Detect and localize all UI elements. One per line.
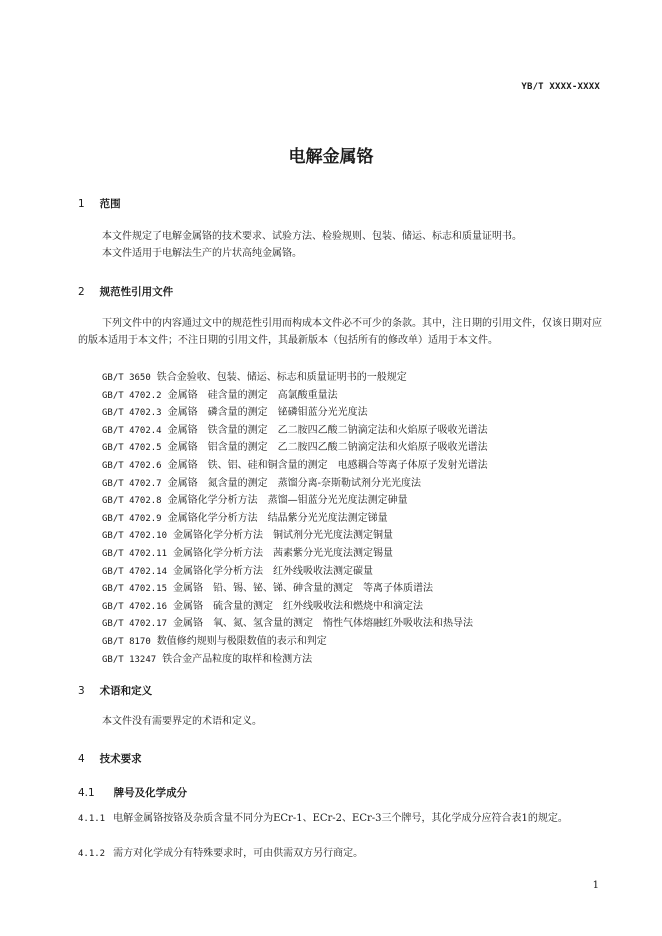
scope-paragraph-2: 本文件适用于电解法生产的片状高纯金属铬。	[102, 248, 302, 259]
reference-code: GB/T 4702.11	[102, 548, 168, 559]
reference-title: 数值修约规则与极限数值的表示和判定	[156, 635, 327, 647]
reference-title: 铁合金验收、包装、储运、标志和质量证明书的一般规定	[156, 372, 407, 383]
clause-number: 4.1.1	[78, 814, 106, 824]
section-1-heading	[78, 196, 121, 211]
section-4-heading	[78, 751, 142, 766]
reference-item	[102, 475, 602, 493]
reference-code: GB/T 4702.16	[102, 601, 168, 612]
reference-title: 金属铬化学分析方法 红外线吸收法测定碳量	[173, 565, 374, 577]
reference-item	[102, 651, 602, 669]
reference-code: GB/T 3650	[102, 373, 151, 383]
section-number: 3	[78, 685, 85, 697]
scope-paragraph-1: 本文件规定了电解金属铬的技术要求、试验方法、检验规则、包装、储运、标志和质量证明书。	[102, 231, 522, 242]
section-title: 术语和定义	[99, 685, 153, 697]
subsection-number: 4.1	[78, 787, 95, 799]
reference-item	[102, 580, 602, 598]
document-code: YB/T XXXX-XXXX	[521, 82, 600, 92]
page-number: 1	[592, 880, 599, 891]
reference-code: GB/T 4702.17	[102, 619, 168, 630]
clause-text: 电解金属铬按铬及杂质含量不同分为ECr-1、ECr-2、ECr-3三个牌号，其化学成分应符合表1的规定。	[113, 813, 568, 824]
reference-item	[102, 369, 602, 387]
reference-item	[102, 545, 602, 563]
reference-code: GB/T 8170	[102, 636, 151, 647]
section-number: 4	[78, 753, 85, 765]
normative-intro: 下列文件中的内容通过文中的规范性引用而构成本文件必不可少的条款。其中，注日期的引用文件，仅该日期对应的版本适用于本文件；不注日期的引用文件，其最新版本（包括所有的修改单）适用于本文件。	[78, 318, 602, 346]
reference-title: 金属铬化学分析方法 铜试剂分光光度法测定铜量	[173, 530, 394, 542]
reference-item	[102, 404, 602, 422]
section-title: 技术要求	[99, 753, 142, 765]
reference-title: 金属铬 硅含量的测定 高氯酸重量法	[167, 389, 338, 401]
reference-title: 金属铬 铁、铝、硅和铜含量的测定 电感耦合等离子体原子发射光谱法	[167, 459, 488, 471]
section-number: 1	[78, 198, 85, 210]
reference-item	[102, 457, 602, 475]
reference-item	[102, 598, 602, 616]
reference-item	[102, 527, 602, 545]
reference-code: GB/T 4702.2	[102, 390, 162, 401]
reference-title: 金属铬 氮含量的测定 蒸馏分离-奈斯勒试剂分光光度法	[167, 477, 421, 489]
reference-code: GB/T 4702.15	[102, 584, 168, 595]
reference-title: 金属铬化学分析方法 蒸馏—钼蓝分光光度法测定砷量	[167, 495, 408, 507]
reference-code: GB/T 4702.7	[102, 478, 162, 489]
reference-title: 铁合金产品粒度的取样和检测方法	[162, 653, 313, 665]
section-title: 规范性引用文件	[99, 286, 174, 298]
clause-4-1-1	[78, 810, 602, 828]
reference-title: 金属铬化学分析方法 结晶紫分光光度法测定锑量	[167, 512, 388, 524]
reference-item	[102, 492, 602, 510]
reference-code: GB/T 4702.5	[102, 443, 162, 454]
reference-title: 金属铬 铝含量的测定 乙二胺四乙酸二钠滴定法和火焰原子吸收光谱法	[167, 442, 488, 454]
clause-4-1-2	[78, 845, 602, 863]
section-3-heading	[78, 683, 152, 698]
subsection-4-1-heading	[78, 785, 187, 800]
reference-item	[102, 615, 602, 633]
reference-title: 金属铬 铁含量的测定 乙二胺四乙酸二钠滴定法和火焰原子吸收光谱法	[167, 424, 488, 436]
reference-title: 金属铬 磷含量的测定 铋磷钼蓝分光光度法	[167, 407, 368, 419]
section-number: 2	[78, 286, 85, 298]
reference-code: GB/T 4702.10	[102, 531, 168, 542]
document-title: 电解金属铬	[288, 147, 374, 167]
section-title: 范围	[99, 198, 121, 210]
reference-code: GB/T 4702.9	[102, 513, 162, 524]
terms-paragraph: 本文件没有需要界定的术语和定义。	[102, 716, 262, 727]
reference-item	[102, 633, 602, 651]
reference-code: GB/T 13247	[102, 654, 157, 665]
reference-title: 金属铬化学分析方法 茜素紫分光光度法测定锡量	[173, 547, 394, 559]
reference-item	[102, 422, 602, 440]
clause-number: 4.1.2	[78, 849, 106, 859]
reference-list	[102, 369, 602, 668]
reference-code: GB/T 4702.8	[102, 496, 162, 507]
section-2-heading	[78, 284, 173, 299]
reference-item	[102, 387, 602, 405]
reference-code: GB/T 4702.4	[102, 425, 162, 436]
reference-title: 金属铬 氧、氮、氢含量的测定 惰性气体熔融红外吸收法和热导法	[173, 618, 474, 630]
reference-title: 金属铬 硫含量的测定 红外线吸收法和燃烧中和滴定法	[173, 600, 424, 612]
clause-text: 需方对化学成分有特殊要求时，可由供需双方另行商定。	[113, 848, 364, 859]
reference-code: GB/T 4702.3	[102, 408, 162, 419]
reference-code: GB/T 4702.6	[102, 460, 162, 471]
subsection-title: 牌号及化学成分	[113, 787, 188, 799]
reference-item	[102, 563, 602, 581]
reference-code: GB/T 4702.14	[102, 566, 168, 577]
reference-item	[102, 439, 602, 457]
reference-title: 金属铬 铅、锡、铋、锑、砷含量的测定 等离子体质谱法	[173, 583, 434, 595]
reference-item	[102, 510, 602, 528]
